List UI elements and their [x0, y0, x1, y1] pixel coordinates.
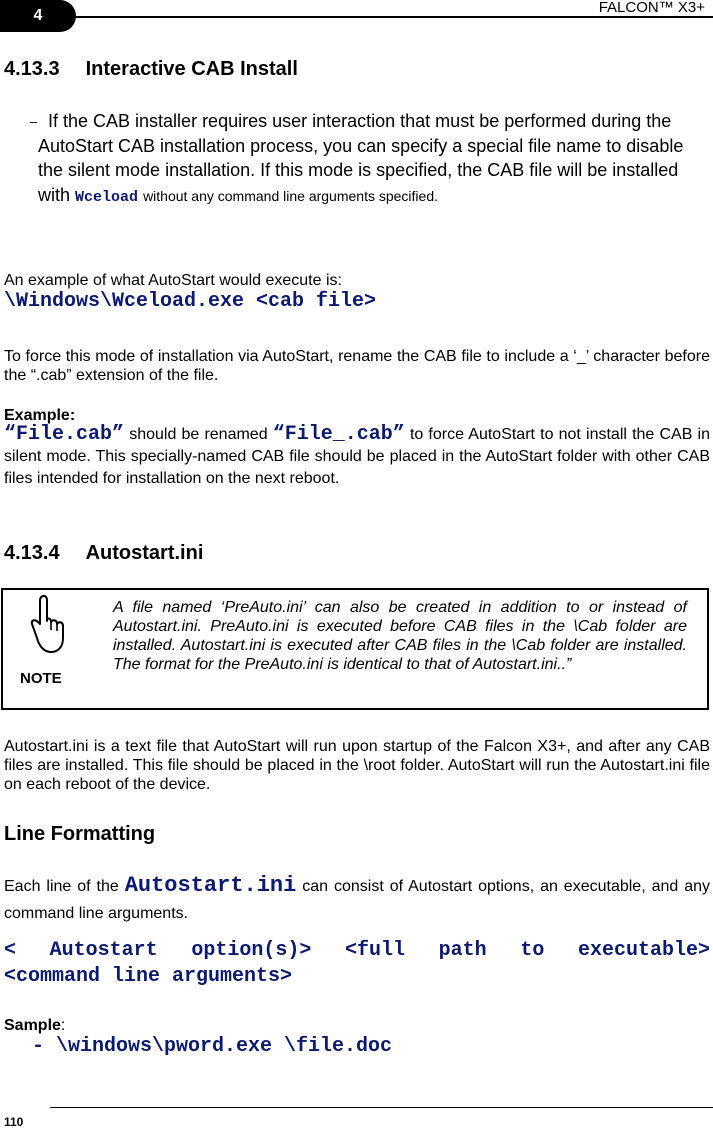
section-number: 4.13.4 — [4, 542, 60, 564]
header-rule — [76, 16, 713, 18]
bullet-marker: – — [30, 114, 38, 129]
syntax-line-1: < Autostart option(s)> <full path to executable> — [4, 939, 710, 962]
bullet-text: If the CAB installer requires user interaction that must be performed during the AutoStart CAB installation process, you can specify a special file name to disable the silent mode installation. If this mode is specified, the CAB file will be installed with — [38, 111, 684, 205]
page-number: 110 — [4, 1115, 24, 1129]
bullet-paragraph — [38, 109, 704, 210]
footer-rule — [50, 1107, 713, 1108]
chapter-badge: 4 — [0, 0, 76, 32]
bullet-tail: without any command line arguments specified. — [143, 187, 438, 204]
sample-label-line — [4, 1016, 65, 1035]
autostart-paragraph: Autostart.ini is a text file that AutoStart will run upon startup of the Falcon X3+, and after any CAB files are installed. This file should be placed in the \root folder. AutoStart will run the Autostart.ini file on each reboot of the device. — [4, 738, 710, 793]
sample-colon: : — [60, 1017, 66, 1034]
line-formatting-heading: Line Formatting — [4, 823, 156, 845]
note-text: A file named ‘PreAuto.ini’ can also be created in addition to or instead of Autostart.ini. PreAuto.ini is executed before CAB files in the \Cab folder are installed. Autostart.ini is executed after CAB files in the \Cab folder are installed. The format for the PreAuto.ini is identical to that of Autostart.ini..” — [113, 599, 687, 673]
intro-code: Autostart.ini — [124, 873, 297, 898]
example-file-2: “File_.cab” — [272, 423, 405, 446]
header-product-title: FALCON™ X3+ — [598, 0, 705, 16]
example-label: Example: — [4, 407, 76, 424]
sample-code: - \windows\pword.exe \file.doc — [32, 1035, 393, 1058]
example-file-1: “File.cab” — [4, 423, 125, 446]
example-intro: An example of what AutoStart would execute is: — [4, 272, 342, 289]
section-heading-4-13-4 — [4, 542, 203, 565]
section-title: Autostart.ini — [85, 542, 204, 564]
example-mid: should be renamed — [129, 426, 268, 443]
syntax-line-2: <command line arguments> — [4, 965, 293, 988]
intro-pre: Each line of the — [4, 878, 119, 895]
example-tail: to force AutoStart to not install the CAB in silent mode. This specially-named CAB file should be placed in the AutoStart folder with other CAB files intended for installation on the next reboot. — [4, 426, 710, 487]
sample-label: Sample — [4, 1017, 61, 1034]
line-formatting-intro — [4, 872, 710, 927]
section-title: Interactive CAB Install — [85, 58, 298, 80]
note-label: NOTE — [20, 670, 62, 687]
intro-post: can consist of Autostart options, an executable, and any command line arguments. — [4, 878, 710, 922]
section-heading-4-13-3 — [4, 58, 298, 81]
pointing-hand-icon — [27, 594, 67, 656]
example-paragraph — [4, 424, 710, 490]
example-code: \Windows\Wceload.exe <cab file> — [4, 290, 377, 313]
section-number: 4.13.3 — [4, 58, 60, 80]
force-paragraph: To force this mode of installation via AutoStart, rename the CAB file to include a ‘_’ character before the “.cab” extension of the file. — [4, 348, 710, 384]
wceload-code: Wceload — [75, 188, 139, 206]
